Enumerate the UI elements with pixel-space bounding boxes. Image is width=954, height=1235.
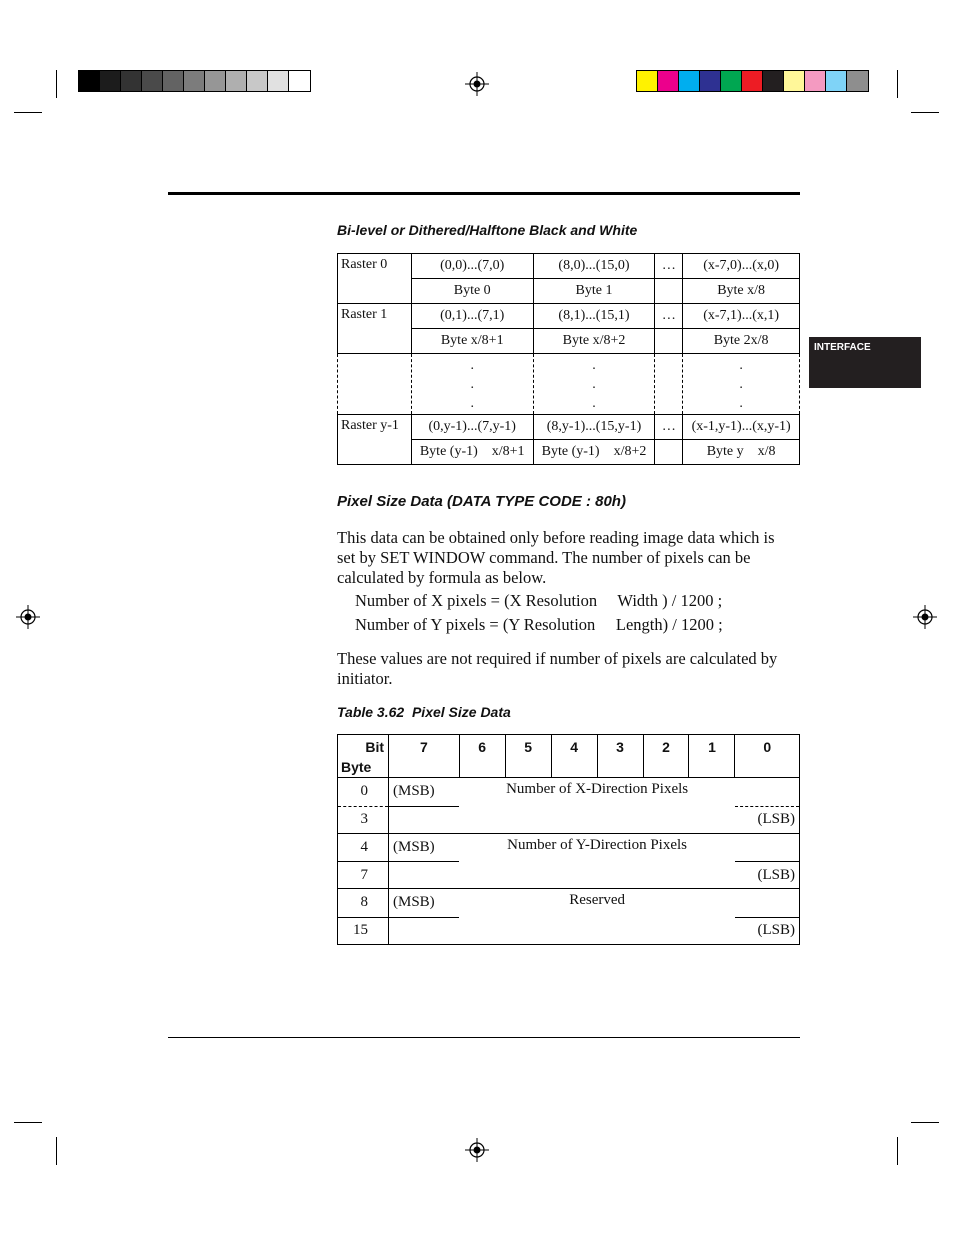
pixel-range-cell: (x-7,0)...(x,0) bbox=[683, 254, 800, 279]
color-swatch bbox=[142, 71, 163, 91]
color-swatch bbox=[763, 71, 784, 91]
pixel-size-note: These values are not required if number of pixels are calculated by initiator. bbox=[337, 649, 778, 688]
pixel-range-cell: (8,y-1)...(15,y-1) bbox=[533, 415, 655, 440]
table-row bbox=[338, 917, 800, 944]
crop-mark bbox=[14, 112, 42, 113]
table-header-row bbox=[338, 735, 800, 778]
byte-cell: Byte 2x/8 bbox=[683, 329, 800, 354]
ellipsis-cell: … bbox=[655, 254, 683, 279]
lsb-label: (LSB) bbox=[735, 806, 800, 833]
ellipsis-cell: … bbox=[655, 304, 683, 329]
color-swatch bbox=[784, 71, 805, 91]
bit-column-header: 5 bbox=[505, 735, 551, 778]
formula-x: Number of X pixels = (X Resolution Width ) / 1200 ; bbox=[355, 591, 723, 610]
byte-index: 8 bbox=[338, 889, 389, 918]
crop-mark bbox=[14, 1122, 42, 1123]
color-swatch bbox=[679, 71, 700, 91]
raster-label: Raster 1 bbox=[338, 304, 412, 354]
color-swatch bbox=[289, 71, 310, 91]
table-row bbox=[338, 833, 800, 862]
table-row bbox=[338, 415, 800, 440]
table-row bbox=[338, 304, 800, 329]
pixel-range-cell: (0,1)...(7,1) bbox=[411, 304, 533, 329]
table-row bbox=[338, 889, 800, 918]
byte-index: 7 bbox=[338, 862, 389, 889]
color-swatch bbox=[205, 71, 226, 91]
raster-label: Raster y-1 bbox=[338, 415, 412, 465]
raster-label: Raster 0 bbox=[338, 254, 412, 304]
formula-y: Number of Y pixels = (Y Resolution Length) / 1200 ; bbox=[355, 615, 723, 634]
field-name: Number of Y-Direction Pixels bbox=[459, 833, 735, 862]
byte-cell bbox=[655, 329, 683, 354]
continuation-cell bbox=[338, 354, 412, 415]
crop-mark bbox=[56, 70, 57, 98]
lsb-label: (LSB) bbox=[735, 862, 800, 889]
byte-cell bbox=[655, 440, 683, 465]
registration-mark-icon bbox=[913, 605, 937, 629]
color-swatch bbox=[847, 71, 868, 91]
byte-cell: Byte 0 bbox=[411, 279, 533, 304]
color-swatch bbox=[805, 71, 826, 91]
table-row-continuation bbox=[338, 354, 800, 415]
bit-header: Bit bbox=[365, 739, 384, 755]
registration-mark-icon bbox=[465, 72, 489, 96]
bilevel-raster-table bbox=[337, 253, 800, 465]
bilevel-heading: Bi-level or Dithered/Halftone Black and White bbox=[337, 222, 638, 238]
lsb-label: (LSB) bbox=[735, 917, 800, 944]
gray-swatch-bar bbox=[78, 70, 311, 92]
crop-mark bbox=[56, 1137, 57, 1165]
bit-column-header: 7 bbox=[389, 735, 460, 778]
crop-mark bbox=[911, 112, 939, 113]
field-body bbox=[389, 806, 735, 833]
pixel-size-heading: Pixel Size Data (DATA TYPE CODE : 80h) bbox=[337, 493, 626, 510]
color-swatch bbox=[226, 71, 247, 91]
color-swatch bbox=[268, 71, 289, 91]
byte-index: 3 bbox=[338, 806, 389, 833]
crop-mark bbox=[897, 1137, 898, 1165]
section-tab-label: INTERFACE bbox=[814, 342, 871, 353]
color-swatch bbox=[721, 71, 742, 91]
pixel-size-paragraph: This data can be obtained only before reading image data which is set by SET WINDOW command. The number of pixels can be calculated by formula as below. bbox=[337, 528, 775, 587]
pixel-range-cell: (8,0)...(15,0) bbox=[533, 254, 655, 279]
byte-index: 0 bbox=[338, 778, 389, 807]
field-body bbox=[389, 917, 735, 944]
field-body bbox=[389, 862, 735, 889]
byte-cell: Byte x/8 bbox=[683, 279, 800, 304]
pixel-range-cell: (x-7,1)...(x,1) bbox=[683, 304, 800, 329]
registration-mark-icon bbox=[465, 1138, 489, 1162]
field-name: Reserved bbox=[459, 889, 735, 918]
field-name: Number of X-Direction Pixels bbox=[459, 778, 735, 807]
pixel-range-cell: (0,0)...(7,0) bbox=[411, 254, 533, 279]
crop-mark bbox=[911, 1122, 939, 1123]
byte-index: 4 bbox=[338, 833, 389, 862]
msb-label: (MSB) bbox=[389, 833, 460, 862]
top-rule bbox=[168, 192, 800, 195]
ellipsis-cell: … bbox=[655, 415, 683, 440]
field-end-cell bbox=[735, 778, 800, 807]
color-swatch bbox=[100, 71, 121, 91]
byte-header: Byte bbox=[341, 759, 372, 775]
bit-column-header: 1 bbox=[689, 735, 735, 778]
byte-index: 15 bbox=[338, 917, 389, 944]
byte-cell: Byte (y-1) x/8+1 bbox=[411, 440, 533, 465]
color-swatch bbox=[163, 71, 184, 91]
color-swatch bbox=[742, 71, 763, 91]
bit-column-header: 3 bbox=[597, 735, 643, 778]
color-swatch-bar bbox=[636, 70, 869, 92]
continuation-dots: . . . bbox=[533, 354, 655, 415]
bit-byte-header bbox=[338, 735, 389, 778]
continuation-dots: . . . bbox=[683, 354, 800, 415]
crop-mark bbox=[897, 70, 898, 98]
continuation-cell bbox=[655, 354, 683, 415]
table-row bbox=[338, 806, 800, 833]
bit-column-header: 6 bbox=[459, 735, 505, 778]
msb-label: (MSB) bbox=[389, 889, 460, 918]
registration-mark-icon bbox=[16, 605, 40, 629]
pixel-range-cell: (0,y-1)...(7,y-1) bbox=[411, 415, 533, 440]
bit-column-header: 2 bbox=[643, 735, 689, 778]
bit-column-header: 0 bbox=[735, 735, 800, 778]
bottom-rule bbox=[168, 1037, 800, 1038]
color-swatch bbox=[658, 71, 679, 91]
byte-cell: Byte x/8+2 bbox=[533, 329, 655, 354]
color-swatch bbox=[79, 71, 100, 91]
table-row bbox=[338, 862, 800, 889]
bit-column-header: 4 bbox=[551, 735, 597, 778]
table-caption: Table 3.62 Pixel Size Data bbox=[337, 704, 511, 720]
color-swatch bbox=[700, 71, 721, 91]
pixel-range-cell: (x-1,y-1)...(x,y-1) bbox=[683, 415, 800, 440]
table-row bbox=[338, 778, 800, 807]
color-swatch bbox=[247, 71, 268, 91]
byte-cell: Byte y x/8 bbox=[683, 440, 800, 465]
continuation-dots: . . . bbox=[411, 354, 533, 415]
color-swatch bbox=[637, 71, 658, 91]
field-end-cell bbox=[735, 889, 800, 918]
color-swatch bbox=[184, 71, 205, 91]
color-swatch bbox=[826, 71, 847, 91]
pixel-size-table bbox=[337, 734, 800, 945]
table-row bbox=[338, 254, 800, 279]
color-swatch bbox=[121, 71, 142, 91]
section-tab bbox=[809, 337, 921, 388]
byte-cell: Byte (y-1) x/8+2 bbox=[533, 440, 655, 465]
byte-cell bbox=[655, 279, 683, 304]
byte-cell: Byte 1 bbox=[533, 279, 655, 304]
field-end-cell bbox=[735, 833, 800, 862]
pixel-range-cell: (8,1)...(15,1) bbox=[533, 304, 655, 329]
msb-label: (MSB) bbox=[389, 778, 460, 807]
byte-cell: Byte x/8+1 bbox=[411, 329, 533, 354]
